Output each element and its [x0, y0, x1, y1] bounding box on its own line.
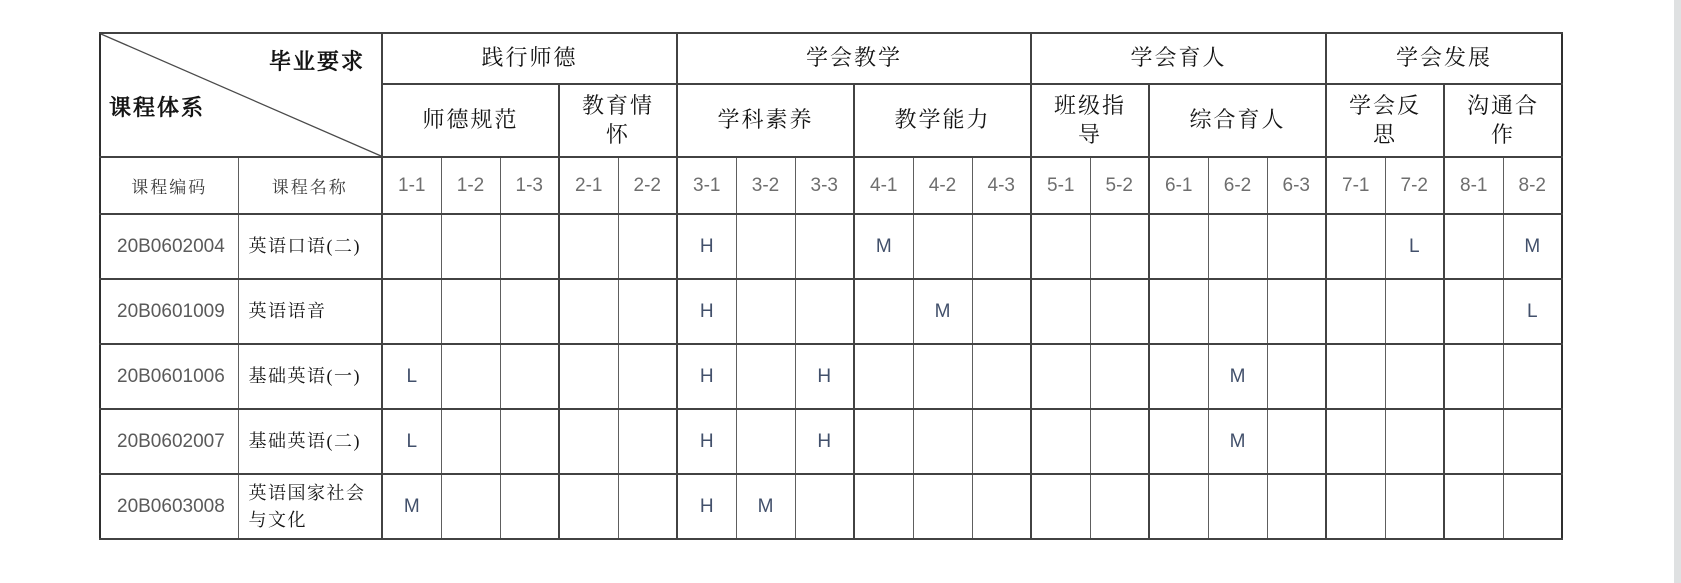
criteria-code-1-3: 1-3	[500, 157, 559, 214]
mark-cell-6-3	[1267, 214, 1326, 279]
group-header-row	[100, 33, 1562, 84]
table-row	[100, 279, 1562, 344]
mark-cell-5-2	[1090, 344, 1149, 409]
subgroup-header-7	[1326, 84, 1444, 157]
mark-cell-4-2	[913, 214, 972, 279]
criteria-code-1-2: 1-2	[441, 157, 500, 214]
mark-cell-3-1: H	[677, 474, 736, 539]
mark-cell-6-2: M	[1208, 344, 1267, 409]
subgroup-header-2	[559, 84, 677, 157]
subgroup-label: 教育情怀	[581, 92, 654, 147]
subgroup-header-1: 师德规范	[382, 84, 559, 157]
mark-cell-6-3	[1267, 279, 1326, 344]
mark-cell-1-1: M	[382, 474, 441, 539]
mark-cell-4-2: M	[913, 279, 972, 344]
group-header-4: 学会发展	[1326, 33, 1562, 84]
mark-cell-3-2	[736, 214, 795, 279]
mark-cell-2-2	[618, 279, 677, 344]
group-header-3: 学会育人	[1031, 33, 1326, 84]
mark-cell-2-1	[559, 474, 618, 539]
mark-cell-3-3	[795, 474, 854, 539]
table-row	[100, 474, 1562, 539]
mark-cell-1-3	[500, 279, 559, 344]
subgroup-header-3: 学科素养	[677, 84, 854, 157]
mark-cell-3-1: H	[677, 409, 736, 474]
mark-cell-2-2	[618, 409, 677, 474]
mark-cell-7-1	[1326, 344, 1385, 409]
curriculum-matrix-table	[99, 32, 1563, 540]
mark-cell-8-1	[1444, 279, 1503, 344]
subgroup-header-5	[1031, 84, 1149, 157]
criteria-code-6-2: 6-2	[1208, 157, 1267, 214]
mark-cell-6-2	[1208, 214, 1267, 279]
criteria-code-7-1: 7-1	[1326, 157, 1385, 214]
mark-cell-1-3	[500, 474, 559, 539]
mark-cell-8-1	[1444, 344, 1503, 409]
mark-cell-1-1: L	[382, 344, 441, 409]
mark-cell-8-2	[1503, 474, 1562, 539]
criteria-code-6-1: 6-1	[1149, 157, 1208, 214]
mark-cell-1-3	[500, 409, 559, 474]
corner-label-course-system: 课程体系	[109, 95, 206, 120]
mark-cell-1-2	[441, 474, 500, 539]
mark-cell-7-2	[1385, 474, 1444, 539]
criteria-code-1-1: 1-1	[382, 157, 441, 214]
criteria-code-5-1: 5-1	[1031, 157, 1090, 214]
course-name-cell: 英语口语(二)	[238, 214, 382, 279]
course-name-cell: 基础英语(一)	[238, 344, 382, 409]
mark-cell-6-3	[1267, 409, 1326, 474]
group-header-2: 学会教学	[677, 33, 1031, 84]
mark-cell-6-2	[1208, 279, 1267, 344]
subgroup-header-6: 综合育人	[1149, 84, 1326, 157]
criteria-code-2-1: 2-1	[559, 157, 618, 214]
criteria-code-row	[100, 157, 1562, 214]
subgroup-header-8	[1444, 84, 1562, 157]
mark-cell-6-1	[1149, 409, 1208, 474]
mark-cell-2-1	[559, 409, 618, 474]
mark-cell-4-1	[854, 474, 913, 539]
mark-cell-3-3	[795, 279, 854, 344]
corner-cell	[100, 33, 382, 157]
mark-cell-1-1: L	[382, 409, 441, 474]
course-name-cell: 英语语音	[238, 279, 382, 344]
mark-cell-1-3	[500, 214, 559, 279]
mark-cell-6-1	[1149, 214, 1208, 279]
criteria-code-4-2: 4-2	[913, 157, 972, 214]
mark-cell-8-2	[1503, 409, 1562, 474]
mark-cell-2-1	[559, 279, 618, 344]
mark-cell-1-3	[500, 344, 559, 409]
mark-cell-3-2	[736, 344, 795, 409]
subgroup-label: 班级指导	[1053, 92, 1126, 147]
mark-cell-7-1	[1326, 279, 1385, 344]
corner-label-graduation-requirements: 毕业要求	[268, 49, 365, 74]
course-code-cell: 20B0601009	[100, 279, 238, 344]
mark-cell-4-2	[913, 344, 972, 409]
mark-cell-4-3	[972, 279, 1031, 344]
mark-cell-3-3: H	[795, 344, 854, 409]
mark-cell-8-1	[1444, 214, 1503, 279]
mark-cell-3-3: H	[795, 409, 854, 474]
course-code-cell: 20B0601006	[100, 344, 238, 409]
mark-cell-1-1	[382, 214, 441, 279]
mark-cell-8-2: M	[1503, 214, 1562, 279]
mark-cell-2-1	[559, 344, 618, 409]
mark-cell-2-2	[618, 214, 677, 279]
mark-cell-7-1	[1326, 409, 1385, 474]
matrix-body	[100, 214, 1562, 539]
course-code-cell: 20B0602004	[100, 214, 238, 279]
mark-cell-1-2	[441, 409, 500, 474]
mark-cell-7-2	[1385, 279, 1444, 344]
course-name-cell: 基础英语(二)	[238, 409, 382, 474]
criteria-code-2-2: 2-2	[618, 157, 677, 214]
mark-cell-3-2	[736, 409, 795, 474]
mark-cell-3-2: M	[736, 474, 795, 539]
mark-cell-4-3	[972, 214, 1031, 279]
mark-cell-6-3	[1267, 474, 1326, 539]
mark-cell-4-3	[972, 344, 1031, 409]
mark-cell-2-2	[618, 474, 677, 539]
group-header-1: 践行师德	[382, 33, 677, 84]
criteria-code-8-2: 8-2	[1503, 157, 1562, 214]
mark-cell-5-1	[1031, 344, 1090, 409]
mark-cell-6-2: M	[1208, 409, 1267, 474]
mark-cell-3-1: H	[677, 214, 736, 279]
mark-cell-7-2	[1385, 409, 1444, 474]
mark-cell-7-1	[1326, 214, 1385, 279]
mark-cell-5-2	[1090, 409, 1149, 474]
criteria-code-6-3: 6-3	[1267, 157, 1326, 214]
mark-cell-3-1: H	[677, 344, 736, 409]
mark-cell-8-1	[1444, 474, 1503, 539]
mark-cell-5-1	[1031, 279, 1090, 344]
table-row	[100, 214, 1562, 279]
mark-cell-4-2	[913, 409, 972, 474]
mark-cell-8-1	[1444, 409, 1503, 474]
course-code-header: 课程编码	[100, 157, 238, 214]
mark-cell-3-3	[795, 214, 854, 279]
mark-cell-2-1	[559, 214, 618, 279]
mark-cell-5-1	[1031, 214, 1090, 279]
mark-cell-4-1	[854, 409, 913, 474]
criteria-code-3-1: 3-1	[677, 157, 736, 214]
subgroup-header-4: 教学能力	[854, 84, 1031, 157]
mark-cell-5-2	[1090, 279, 1149, 344]
mark-cell-8-2	[1503, 344, 1562, 409]
mark-cell-5-2	[1090, 214, 1149, 279]
mark-cell-6-1	[1149, 474, 1208, 539]
mark-cell-7-2	[1385, 344, 1444, 409]
criteria-code-4-1: 4-1	[854, 157, 913, 214]
mark-cell-1-2	[441, 279, 500, 344]
table-row	[100, 344, 1562, 409]
mark-cell-4-3	[972, 409, 1031, 474]
mark-cell-3-1: H	[677, 279, 736, 344]
page-edge-strip	[1674, 0, 1681, 583]
mark-cell-1-2	[441, 214, 500, 279]
mark-cell-4-1	[854, 344, 913, 409]
criteria-code-8-1: 8-1	[1444, 157, 1503, 214]
criteria-code-4-3: 4-3	[972, 157, 1031, 214]
mark-cell-6-1	[1149, 279, 1208, 344]
course-code-cell: 20B0603008	[100, 474, 238, 539]
subgroup-label: 学会反思	[1348, 92, 1421, 147]
mark-cell-5-2	[1090, 474, 1149, 539]
mark-cell-4-1: M	[854, 214, 913, 279]
mark-cell-1-1	[382, 279, 441, 344]
criteria-code-3-2: 3-2	[736, 157, 795, 214]
mark-cell-7-2: L	[1385, 214, 1444, 279]
mark-cell-4-3	[972, 474, 1031, 539]
mark-cell-4-2	[913, 474, 972, 539]
mark-cell-6-3	[1267, 344, 1326, 409]
mark-cell-1-2	[441, 344, 500, 409]
course-name-header: 课程名称	[238, 157, 382, 214]
mark-cell-6-1	[1149, 344, 1208, 409]
mark-cell-3-2	[736, 279, 795, 344]
mark-cell-5-1	[1031, 409, 1090, 474]
mark-cell-4-1	[854, 279, 913, 344]
mark-cell-5-1	[1031, 474, 1090, 539]
course-code-cell: 20B0602007	[100, 409, 238, 474]
mark-cell-6-2	[1208, 474, 1267, 539]
mark-cell-2-2	[618, 344, 677, 409]
course-name-cell: 英语国家社会与文化	[238, 474, 382, 539]
criteria-code-3-3: 3-3	[795, 157, 854, 214]
mark-cell-8-2: L	[1503, 279, 1562, 344]
subgroup-label: 沟通合作	[1466, 92, 1539, 147]
criteria-code-5-2: 5-2	[1090, 157, 1149, 214]
mark-cell-7-1	[1326, 474, 1385, 539]
criteria-code-7-2: 7-2	[1385, 157, 1444, 214]
table-row	[100, 409, 1562, 474]
